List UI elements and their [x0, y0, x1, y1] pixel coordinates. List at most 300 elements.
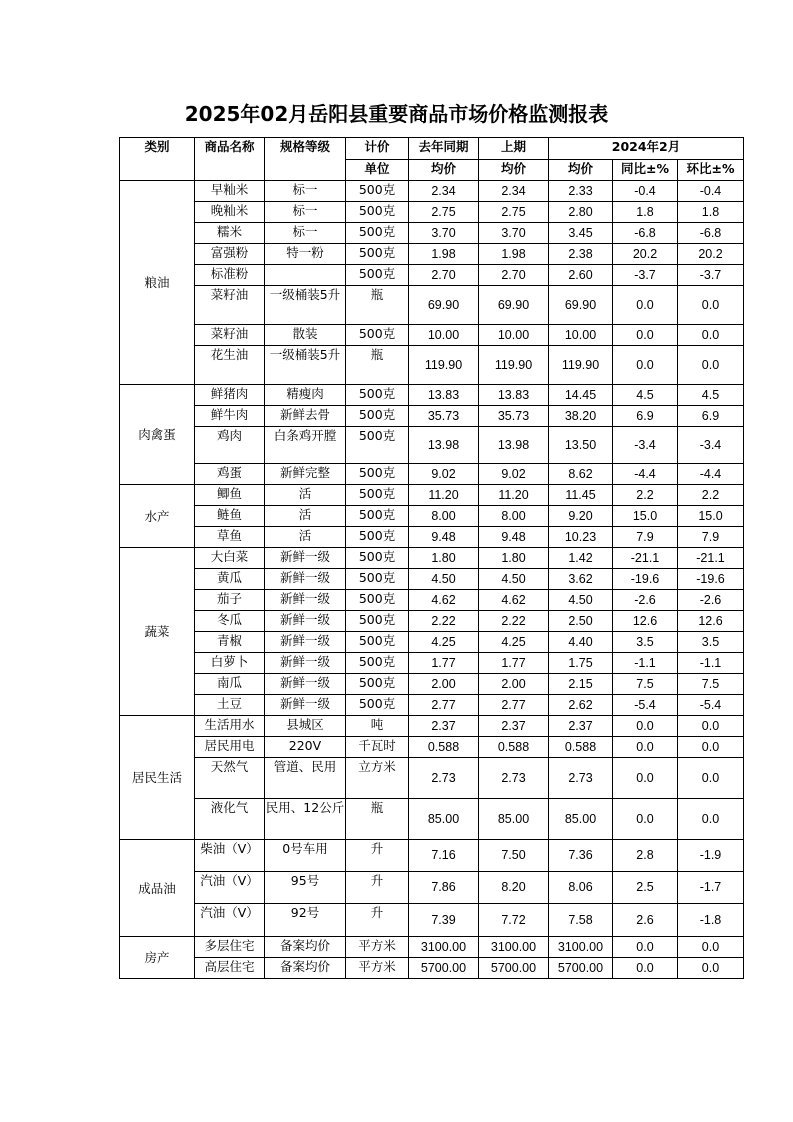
yoy-cell: 7.9: [613, 527, 678, 548]
spec-cell: 新鲜一级: [265, 695, 346, 716]
mom-cell: 0.0: [678, 937, 744, 958]
prev-cell: 9.02: [479, 464, 549, 485]
name-cell: 菜籽油: [195, 286, 265, 325]
price-table-body: [120, 138, 744, 979]
lastyear-cell: 2.37: [409, 716, 479, 737]
lastyear-cell: 4.50: [409, 569, 479, 590]
name-cell: 鸡蛋: [195, 464, 265, 485]
table-row: [120, 485, 744, 506]
header-avg: 均价: [549, 160, 613, 181]
spec-cell: 0号车用: [265, 840, 346, 872]
prev-cell: 1.80: [479, 548, 549, 569]
avg-cell: 8.62: [549, 464, 613, 485]
spec-cell: 92号: [265, 904, 346, 937]
lastyear-cell: 119.90: [409, 346, 479, 385]
category-cell: 蔬菜: [120, 548, 195, 716]
mom-cell: 0.0: [678, 346, 744, 385]
yoy-cell: 2.8: [613, 840, 678, 872]
unit-cell: 500克: [346, 427, 409, 464]
avg-cell: 119.90: [549, 346, 613, 385]
unit-cell: 升: [346, 872, 409, 904]
mom-cell: 7.9: [678, 527, 744, 548]
name-cell: 柴油（Ⅴ）: [195, 840, 265, 872]
spec-cell: 标一: [265, 223, 346, 244]
spec-cell: 新鲜一级: [265, 590, 346, 611]
price-table: [119, 137, 744, 979]
unit-cell: 500克: [346, 569, 409, 590]
mom-cell: 4.5: [678, 385, 744, 406]
name-cell: 天然气: [195, 758, 265, 799]
prev-cell: 1.77: [479, 653, 549, 674]
yoy-cell: 2.5: [613, 872, 678, 904]
avg-cell: 11.45: [549, 485, 613, 506]
prev-cell: 2.77: [479, 695, 549, 716]
table-row: [120, 737, 744, 758]
prev-cell: 85.00: [479, 799, 549, 840]
yoy-cell: -21.1: [613, 548, 678, 569]
avg-cell: 14.45: [549, 385, 613, 406]
table-row: [120, 758, 744, 799]
name-cell: 生活用水: [195, 716, 265, 737]
lastyear-cell: 3.70: [409, 223, 479, 244]
yoy-cell: -5.4: [613, 695, 678, 716]
unit-cell: 500克: [346, 202, 409, 223]
yoy-cell: 0.0: [613, 286, 678, 325]
yoy-cell: -1.1: [613, 653, 678, 674]
avg-cell: 1.75: [549, 653, 613, 674]
lastyear-cell: 0.588: [409, 737, 479, 758]
spec-cell: 标一: [265, 181, 346, 202]
avg-cell: 9.20: [549, 506, 613, 527]
yoy-cell: -2.6: [613, 590, 678, 611]
unit-cell: 500克: [346, 385, 409, 406]
spec-cell: 新鲜一级: [265, 632, 346, 653]
name-cell: 鲢鱼: [195, 506, 265, 527]
lastyear-cell: 2.22: [409, 611, 479, 632]
name-cell: 鲫鱼: [195, 485, 265, 506]
unit-cell: 平方米: [346, 937, 409, 958]
name-cell: 标准粉: [195, 265, 265, 286]
table-row: [120, 202, 744, 223]
spec-cell: 备案均价: [265, 958, 346, 979]
category-cell: 水产: [120, 485, 195, 548]
unit-cell: 瓶: [346, 346, 409, 385]
unit-cell: 500克: [346, 674, 409, 695]
spec-cell: 白条鸡开膛: [265, 427, 346, 464]
lastyear-cell: 2.77: [409, 695, 479, 716]
spec-cell: 精瘦肉: [265, 385, 346, 406]
prev-cell: 3.70: [479, 223, 549, 244]
unit-cell: 500克: [346, 223, 409, 244]
name-cell: 液化气: [195, 799, 265, 840]
table-row: [120, 937, 744, 958]
lastyear-cell: 11.20: [409, 485, 479, 506]
spec-cell: 散装: [265, 325, 346, 346]
lastyear-cell: 2.73: [409, 758, 479, 799]
lastyear-cell: 10.00: [409, 325, 479, 346]
spec-cell: 民用、12公斤: [265, 799, 346, 840]
table-row: [120, 695, 744, 716]
avg-cell: 3100.00: [549, 937, 613, 958]
yoy-cell: -4.4: [613, 464, 678, 485]
avg-cell: 13.50: [549, 427, 613, 464]
mom-cell: -5.4: [678, 695, 744, 716]
name-cell: 青椒: [195, 632, 265, 653]
yoy-cell: 3.5: [613, 632, 678, 653]
spec-cell: 备案均价: [265, 937, 346, 958]
unit-cell: 500克: [346, 695, 409, 716]
table-row: [120, 674, 744, 695]
spec-cell: 活: [265, 485, 346, 506]
mom-cell: -6.8: [678, 223, 744, 244]
name-cell: 居民用电: [195, 737, 265, 758]
name-cell: 茄子: [195, 590, 265, 611]
name-cell: 早籼米: [195, 181, 265, 202]
unit-cell: 平方米: [346, 958, 409, 979]
avg-cell: 10.23: [549, 527, 613, 548]
name-cell: 高层住宅: [195, 958, 265, 979]
avg-cell: 69.90: [549, 286, 613, 325]
table-row: [120, 181, 744, 202]
unit-cell: 500克: [346, 611, 409, 632]
spec-cell: 标一: [265, 202, 346, 223]
spec-cell: 新鲜一级: [265, 653, 346, 674]
unit-cell: 500克: [346, 506, 409, 527]
header-period: 2024年2月: [549, 138, 744, 160]
avg-cell: 2.73: [549, 758, 613, 799]
table-row: [120, 265, 744, 286]
mom-cell: 0.0: [678, 286, 744, 325]
avg-cell: 3.62: [549, 569, 613, 590]
mom-cell: 2.2: [678, 485, 744, 506]
spec-cell: 新鲜一级: [265, 674, 346, 695]
name-cell: 白萝卜: [195, 653, 265, 674]
mom-cell: -21.1: [678, 548, 744, 569]
mom-cell: -19.6: [678, 569, 744, 590]
lastyear-cell: 85.00: [409, 799, 479, 840]
yoy-cell: 20.2: [613, 244, 678, 265]
prev-cell: 2.73: [479, 758, 549, 799]
prev-cell: 10.00: [479, 325, 549, 346]
name-cell: 黄瓜: [195, 569, 265, 590]
table-row: [120, 244, 744, 265]
table-row: [120, 427, 744, 464]
yoy-cell: 7.5: [613, 674, 678, 695]
spec-cell: 新鲜完整: [265, 464, 346, 485]
unit-cell: 升: [346, 840, 409, 872]
category-cell: 成品油: [120, 840, 195, 937]
prev-cell: 9.48: [479, 527, 549, 548]
spec-cell: 新鲜一级: [265, 548, 346, 569]
mom-cell: 3.5: [678, 632, 744, 653]
prev-cell: 3100.00: [479, 937, 549, 958]
lastyear-cell: 35.73: [409, 406, 479, 427]
header-spec: 规格等级: [265, 138, 346, 181]
table-row: [120, 590, 744, 611]
lastyear-cell: 7.39: [409, 904, 479, 937]
prev-cell: 4.25: [479, 632, 549, 653]
avg-cell: 2.60: [549, 265, 613, 286]
category-cell: 居民生活: [120, 716, 195, 840]
name-cell: 花生油: [195, 346, 265, 385]
mom-cell: -1.7: [678, 872, 744, 904]
spec-cell: 县城区: [265, 716, 346, 737]
name-cell: 晚籼米: [195, 202, 265, 223]
name-cell: 汽油（Ⅴ）: [195, 904, 265, 937]
name-cell: 鸡肉: [195, 427, 265, 464]
mom-cell: -1.8: [678, 904, 744, 937]
table-row: [120, 527, 744, 548]
mom-cell: -2.6: [678, 590, 744, 611]
lastyear-cell: 1.98: [409, 244, 479, 265]
lastyear-cell: 2.00: [409, 674, 479, 695]
spec-cell: 管道、民用: [265, 758, 346, 799]
name-cell: 菜籽油: [195, 325, 265, 346]
table-row: [120, 799, 744, 840]
category-cell: 房产: [120, 937, 195, 979]
spec-cell: 新鲜去骨: [265, 406, 346, 427]
header-prev-line2: 均价: [479, 160, 549, 181]
unit-cell: 吨: [346, 716, 409, 737]
name-cell: 多层住宅: [195, 937, 265, 958]
avg-cell: 7.36: [549, 840, 613, 872]
prev-cell: 2.22: [479, 611, 549, 632]
header-mom: 环比±%: [678, 160, 744, 181]
name-cell: 草鱼: [195, 527, 265, 548]
category-cell: 肉禽蛋: [120, 385, 195, 485]
prev-cell: 119.90: [479, 346, 549, 385]
avg-cell: 8.06: [549, 872, 613, 904]
lastyear-cell: 1.77: [409, 653, 479, 674]
spec-cell: 新鲜一级: [265, 569, 346, 590]
unit-cell: 瓶: [346, 286, 409, 325]
name-cell: 南瓜: [195, 674, 265, 695]
lastyear-cell: 2.34: [409, 181, 479, 202]
mom-cell: 0.0: [678, 758, 744, 799]
header-category: 类别: [120, 138, 195, 181]
table-row: [120, 653, 744, 674]
prev-cell: 2.70: [479, 265, 549, 286]
table-row: [120, 325, 744, 346]
mom-cell: 0.0: [678, 325, 744, 346]
mom-cell: -3.7: [678, 265, 744, 286]
prev-cell: 5700.00: [479, 958, 549, 979]
header-name: 商品名称: [195, 138, 265, 181]
unit-cell: 500克: [346, 325, 409, 346]
category-cell: 粮油: [120, 181, 195, 385]
mom-cell: 0.0: [678, 958, 744, 979]
name-cell: 土豆: [195, 695, 265, 716]
mom-cell: 20.2: [678, 244, 744, 265]
yoy-cell: -19.6: [613, 569, 678, 590]
avg-cell: 1.42: [549, 548, 613, 569]
avg-cell: 2.50: [549, 611, 613, 632]
prev-cell: 8.20: [479, 872, 549, 904]
yoy-cell: 2.2: [613, 485, 678, 506]
table-row: [120, 632, 744, 653]
unit-cell: 升: [346, 904, 409, 937]
yoy-cell: 15.0: [613, 506, 678, 527]
yoy-cell: 0.0: [613, 716, 678, 737]
mom-cell: 7.5: [678, 674, 744, 695]
mom-cell: -1.9: [678, 840, 744, 872]
mom-cell: -3.4: [678, 427, 744, 464]
mom-cell: -4.4: [678, 464, 744, 485]
yoy-cell: -6.8: [613, 223, 678, 244]
prev-cell: 13.83: [479, 385, 549, 406]
prev-cell: 4.62: [479, 590, 549, 611]
mom-cell: 6.9: [678, 406, 744, 427]
prev-cell: 7.72: [479, 904, 549, 937]
spec-cell: 活: [265, 527, 346, 548]
name-cell: 富强粉: [195, 244, 265, 265]
unit-cell: 500克: [346, 181, 409, 202]
lastyear-cell: 9.48: [409, 527, 479, 548]
prev-cell: 69.90: [479, 286, 549, 325]
unit-cell: 500克: [346, 265, 409, 286]
table-row: [120, 872, 744, 904]
yoy-cell: 0.0: [613, 325, 678, 346]
lastyear-cell: 9.02: [409, 464, 479, 485]
unit-cell: 500克: [346, 590, 409, 611]
table-row: [120, 569, 744, 590]
avg-cell: 85.00: [549, 799, 613, 840]
lastyear-cell: 4.62: [409, 590, 479, 611]
lastyear-cell: 1.80: [409, 548, 479, 569]
yoy-cell: 0.0: [613, 958, 678, 979]
yoy-cell: 2.6: [613, 904, 678, 937]
avg-cell: 4.40: [549, 632, 613, 653]
yoy-cell: 6.9: [613, 406, 678, 427]
yoy-cell: 1.8: [613, 202, 678, 223]
unit-cell: 500克: [346, 485, 409, 506]
header-row-1: [120, 138, 744, 160]
unit-cell: 500克: [346, 632, 409, 653]
header-yoy: 同比±%: [613, 160, 678, 181]
spec-cell: 95号: [265, 872, 346, 904]
lastyear-cell: 8.00: [409, 506, 479, 527]
mom-cell: 12.6: [678, 611, 744, 632]
prev-cell: 13.98: [479, 427, 549, 464]
header-prev-line1: 上期: [479, 138, 549, 160]
avg-cell: 2.33: [549, 181, 613, 202]
table-row: [120, 506, 744, 527]
avg-cell: 4.50: [549, 590, 613, 611]
yoy-cell: 12.6: [613, 611, 678, 632]
yoy-cell: 0.0: [613, 758, 678, 799]
mom-cell: 1.8: [678, 202, 744, 223]
spec-cell: 一级桶装5升: [265, 286, 346, 325]
table-row: [120, 385, 744, 406]
lastyear-cell: 7.16: [409, 840, 479, 872]
prev-cell: 1.98: [479, 244, 549, 265]
name-cell: 鲜牛肉: [195, 406, 265, 427]
table-row: [120, 286, 744, 325]
lastyear-cell: 2.75: [409, 202, 479, 223]
table-row: [120, 548, 744, 569]
avg-cell: 10.00: [549, 325, 613, 346]
yoy-cell: 0.0: [613, 937, 678, 958]
name-cell: 汽油（Ⅴ）: [195, 872, 265, 904]
unit-cell: 500克: [346, 527, 409, 548]
unit-cell: 立方米: [346, 758, 409, 799]
spec-cell: 新鲜一级: [265, 611, 346, 632]
mom-cell: -0.4: [678, 181, 744, 202]
yoy-cell: 4.5: [613, 385, 678, 406]
unit-cell: 500克: [346, 464, 409, 485]
table-row: [120, 346, 744, 385]
yoy-cell: 0.0: [613, 799, 678, 840]
unit-cell: 500克: [346, 244, 409, 265]
table-row: [120, 223, 744, 244]
yoy-cell: -3.4: [613, 427, 678, 464]
unit-cell: 500克: [346, 548, 409, 569]
avg-cell: 38.20: [549, 406, 613, 427]
avg-cell: 2.80: [549, 202, 613, 223]
yoy-cell: 0.0: [613, 346, 678, 385]
spec-cell: 活: [265, 506, 346, 527]
header-unit-line1: 计价: [346, 138, 409, 160]
avg-cell: 2.15: [549, 674, 613, 695]
spec-cell: [265, 265, 346, 286]
name-cell: 大白菜: [195, 548, 265, 569]
prev-cell: 8.00: [479, 506, 549, 527]
lastyear-cell: 2.70: [409, 265, 479, 286]
mom-cell: 0.0: [678, 716, 744, 737]
prev-cell: 35.73: [479, 406, 549, 427]
prev-cell: 0.588: [479, 737, 549, 758]
table-row: [120, 958, 744, 979]
prev-cell: 2.00: [479, 674, 549, 695]
mom-cell: 0.0: [678, 799, 744, 840]
header-lastyear-line2: 均价: [409, 160, 479, 181]
name-cell: 鲜猪肉: [195, 385, 265, 406]
unit-cell: 500克: [346, 406, 409, 427]
table-row: [120, 406, 744, 427]
lastyear-cell: 3100.00: [409, 937, 479, 958]
spec-cell: 特一粉: [265, 244, 346, 265]
avg-cell: 5700.00: [549, 958, 613, 979]
lastyear-cell: 13.98: [409, 427, 479, 464]
mom-cell: 0.0: [678, 737, 744, 758]
mom-cell: 15.0: [678, 506, 744, 527]
name-cell: 冬瓜: [195, 611, 265, 632]
lastyear-cell: 4.25: [409, 632, 479, 653]
spec-cell: 一级桶装5升: [265, 346, 346, 385]
lastyear-cell: 13.83: [409, 385, 479, 406]
page-title: 2025年02月岳阳县重要商品市场价格监测报表: [184, 102, 609, 126]
mom-cell: -1.1: [678, 653, 744, 674]
lastyear-cell: 5700.00: [409, 958, 479, 979]
table-row: [120, 464, 744, 485]
yoy-cell: -3.7: [613, 265, 678, 286]
lastyear-cell: 7.86: [409, 872, 479, 904]
lastyear-cell: 69.90: [409, 286, 479, 325]
prev-cell: 2.75: [479, 202, 549, 223]
table-row: [120, 716, 744, 737]
avg-cell: 3.45: [549, 223, 613, 244]
avg-cell: 2.37: [549, 716, 613, 737]
header-unit-line2: 单位: [346, 160, 409, 181]
prev-cell: 7.50: [479, 840, 549, 872]
name-cell: 糯米: [195, 223, 265, 244]
table-row: [120, 904, 744, 937]
header-lastyear-line1: 去年同期: [409, 138, 479, 160]
prev-cell: 4.50: [479, 569, 549, 590]
spec-cell: 220V: [265, 737, 346, 758]
prev-cell: 2.37: [479, 716, 549, 737]
yoy-cell: -0.4: [613, 181, 678, 202]
